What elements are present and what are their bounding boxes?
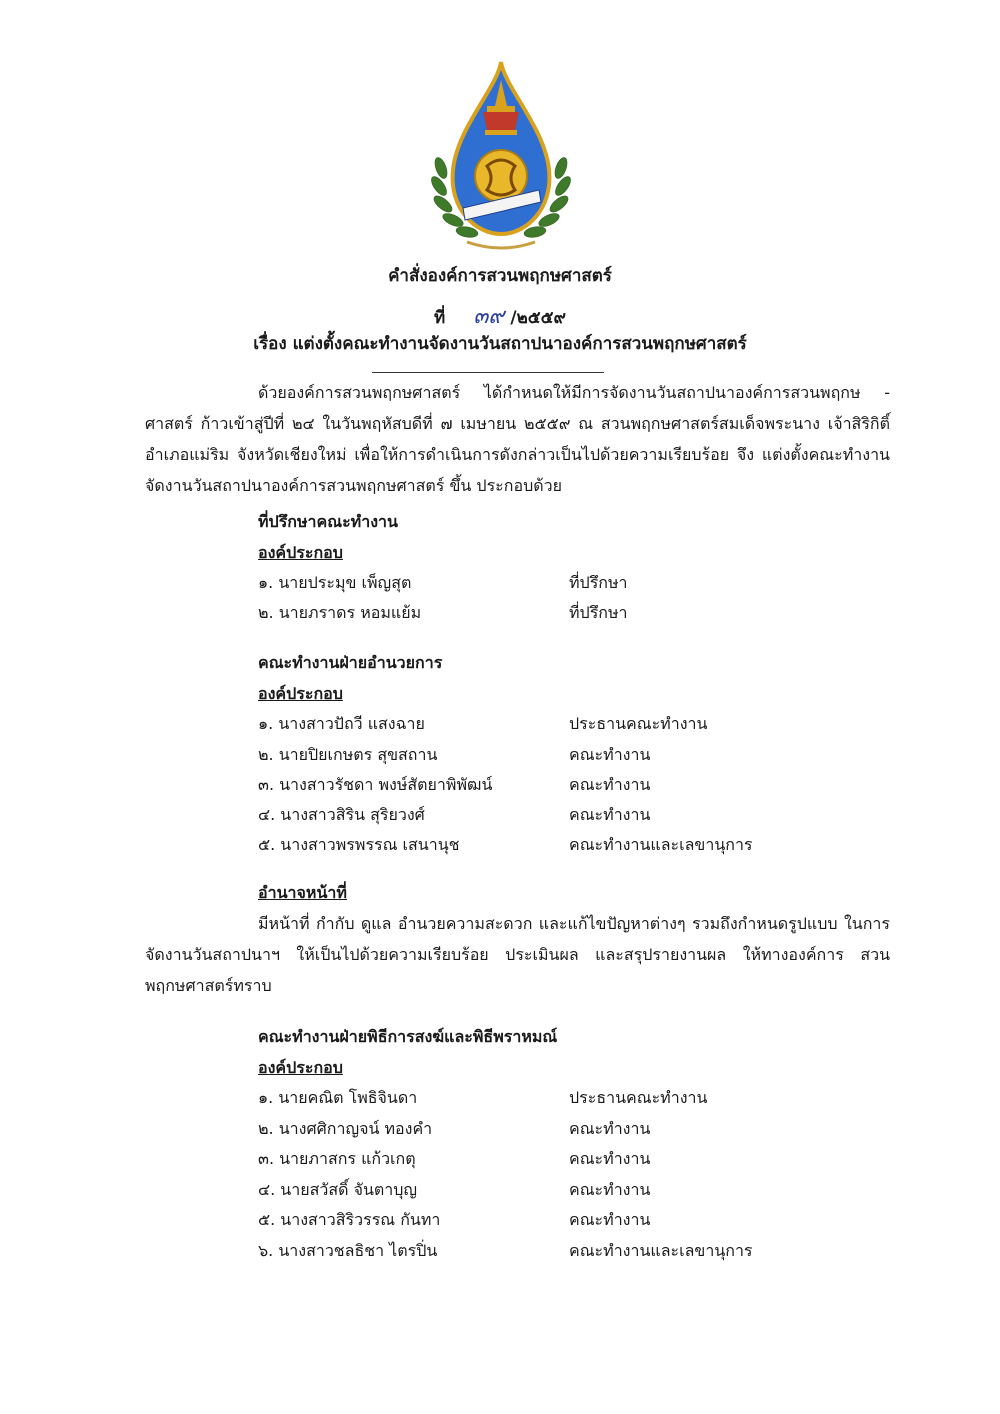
member-name: ๑. นายประมุข เพ็ญสุต	[258, 573, 412, 592]
advisor-row	[258, 601, 898, 631]
facilitation-member-row	[258, 833, 898, 863]
ceremony-member-row	[258, 1239, 898, 1269]
member-role: คณะทำงาน	[569, 775, 651, 794]
member-role: ประธานคณะทำงาน	[569, 714, 708, 733]
member-role: คณะทำงาน	[569, 805, 651, 824]
ceremony-member-row	[258, 1178, 898, 1208]
facilitation-heading: คณะทำงานฝ่ายอำนวยการ	[258, 653, 443, 672]
facilitation-member-row	[258, 712, 898, 742]
member-name: ๕. นางสาวสิริวรรณ กันทา	[258, 1210, 441, 1229]
ceremony-heading: คณะทำงานฝ่ายพิธีการสงฆ์และพิธีพราหมณ์	[258, 1027, 558, 1046]
member-name: ๒. นายปิยเกษตร สุขสถาน	[258, 745, 438, 764]
order-title: คำสั่งองค์การสวนพฤกษศาสตร์	[388, 266, 612, 286]
facilitation-member-row	[258, 743, 898, 773]
member-role: คณะทำงาน	[569, 1210, 651, 1229]
organization-seal-logo	[427, 58, 575, 254]
member-name: ๒. นางศศิกาญจน์ ทองคำ	[258, 1119, 433, 1138]
member-name: ๕. นางสาวพรพรรณ เสนานุช	[258, 835, 460, 854]
member-name: ๔. นางสาวสิริน สุริยวงศ์	[258, 805, 425, 824]
member-name: ๓. นางสาวรัชดา พงษ์สัตยาพิพัฒน์	[258, 775, 493, 794]
facilitation-member-row	[258, 773, 898, 803]
member-role: คณะทำงาน	[569, 745, 651, 764]
member-role: ที่ปรึกษา	[569, 573, 628, 592]
duty-paragraph: มีหน้าที่ กำกับ ดูแล อำนวยความสะดวก และแก้ไขปัญหาต่างๆ รวมถึงกำหนดรูปแบบ ในการจัดงานวันสถาปนาฯ ให้เป็นไปด้วยความเรียบร้อย ประเมินผล และสรุปรายงานผล ให้ทางองค์การ สวนพฤกษศาสตร์ทราบ	[145, 914, 890, 995]
member-name: ๓. นายภาสกร แก้วเกตุ	[258, 1149, 416, 1168]
member-role: คณะทำงานและเลขานุการ	[569, 1241, 753, 1260]
ceremony-composition-heading: องค์ประกอบ	[258, 1058, 343, 1077]
member-name: ๒. นายภราดร หอมแย้ม	[258, 603, 422, 622]
ceremony-member-row	[258, 1117, 898, 1147]
handwritten-number: ๓๙	[473, 304, 505, 329]
member-role: คณะทำงาน	[569, 1149, 651, 1168]
advisors-heading: ที่ปรึกษาคณะทำงาน	[258, 512, 398, 531]
ceremony-member-row	[258, 1086, 898, 1116]
intro-paragraph: ด้วยองค์การสวนพฤกษศาสตร์ ได้กำหนดให้มีการจัดงานวันสถาปนาองค์การสวนพฤกษ - ศาสตร์ ก้าวเข้าสู่ปีที่ ๒๔ ในวันพฤหัสบดีที่ ๗ เมษายน ๒๕๕๙ ณ สวนพฤกษศาสตร์สมเด็จพระนาง เจ้าสิริกิติ์ อำเภอแม่ริม จังหวัดเชียงใหม่ เพื่อให้การดำเนินการดังกล่าวเป็นไปด้วยความเรียบร้อย จึง แต่งตั้งคณะทำงานจัดงานวันสถาปนาองค์การสวนพฤกษศาสตร์ ขึ้น ประกอบด้วย	[145, 383, 890, 495]
member-role: ที่ปรึกษา	[569, 603, 628, 622]
duty-heading: อำนาจหน้าที่	[258, 883, 347, 902]
member-name: ๑. นายคณิต โพธิจินดา	[258, 1088, 418, 1107]
advisor-row	[258, 571, 898, 601]
header-divider	[372, 372, 604, 373]
facilitation-composition-heading: องค์ประกอบ	[258, 684, 343, 703]
member-role: คณะทำงาน	[569, 1180, 651, 1199]
member-name: ๔. นายสวัสดิ์ จันตาบุญ	[258, 1180, 418, 1199]
number-suffix: /๒๕๕๙	[510, 308, 566, 328]
ceremony-member-row	[258, 1208, 898, 1238]
number-prefix: ที่	[434, 308, 446, 328]
member-role: คณะทำงาน	[569, 1119, 651, 1138]
order-subject: เรื่อง แต่งตั้งคณะทำงานจัดงานวันสถาปนาองค์การสวนพฤกษศาสตร์	[253, 334, 747, 354]
member-name: ๑. นางสาวปัถวี แสงฉาย	[258, 714, 425, 733]
advisors-composition-heading: องค์ประกอบ	[258, 543, 343, 562]
member-role: คณะทำงานและเลขานุการ	[569, 835, 753, 854]
member-role: ประธานคณะทำงาน	[569, 1088, 708, 1107]
ceremony-member-row	[258, 1147, 898, 1177]
order-number	[0, 298, 1000, 333]
facilitation-member-row	[258, 803, 898, 833]
member-name: ๖. นางสาวชลธิชา ไตรปิ่น	[258, 1241, 438, 1260]
